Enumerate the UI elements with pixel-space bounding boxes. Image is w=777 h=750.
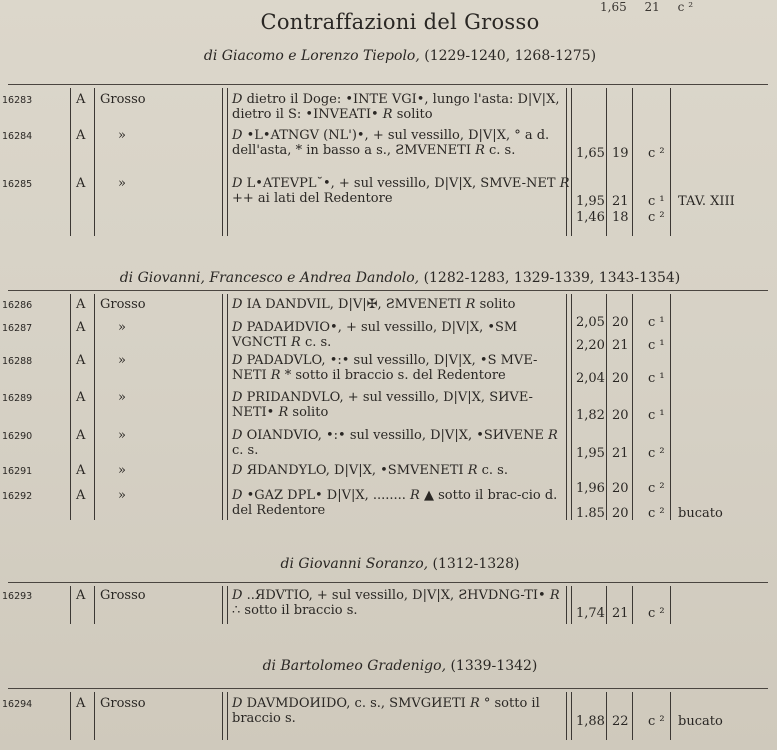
catalog-number: 16292 xyxy=(2,491,33,502)
denomination: » xyxy=(118,353,126,368)
weight: 1,74 xyxy=(576,606,605,621)
column-rule xyxy=(94,88,95,236)
catalog-number: 16288 xyxy=(2,356,33,367)
catalog-number: 16294 xyxy=(2,699,33,710)
grade: c ¹ xyxy=(648,194,665,209)
ruler-dates: (1282-1283, 1329-1339, 1343-1354) xyxy=(423,270,681,286)
grade: c ¹ xyxy=(648,371,665,386)
diameter: 22 xyxy=(612,714,629,729)
column-rule xyxy=(632,88,633,236)
ruler-dates: (1229-1240, 1268-1275) xyxy=(424,48,597,64)
double-column-rule xyxy=(222,294,228,520)
weight: 2,04 xyxy=(576,371,605,386)
denomination: » xyxy=(118,428,126,443)
coin-description: D IA DANDVIL, D|V|✠, ƧMVENETI R solito xyxy=(232,297,516,312)
section-top-rule xyxy=(8,84,768,85)
grade: c ¹ xyxy=(648,315,665,330)
section-top-rule xyxy=(8,290,768,291)
column-rule xyxy=(94,692,95,740)
denomination: » xyxy=(118,128,126,143)
coin-description: D PRIDANDVLO, + sul vessillo, D|V|X, SИVE-NETI• R solito xyxy=(232,390,533,420)
coin-description: D dietro il Doge: •INTE VGI•, lungo l'asta: D|V|X, dietro il S: •INVEATI• R solito xyxy=(232,92,560,122)
metal: A xyxy=(76,297,86,312)
column-rule xyxy=(606,692,607,740)
grade: c ² xyxy=(648,146,665,161)
grade: c ² xyxy=(648,210,665,225)
column-rule xyxy=(606,88,607,236)
catalog-number: 16284 xyxy=(2,131,33,142)
note: bucato xyxy=(678,714,723,729)
coin-description: D ЯDANDYLO, D|V|X, •SMVENETI R c. s. xyxy=(232,463,508,478)
denomination: » xyxy=(118,463,126,478)
denomination: » xyxy=(118,390,126,405)
coin-description: D PADAИDVIO•, + sul vessillo, D|V|X, •SM VGNCTI R c. s. xyxy=(232,320,518,350)
section-heading xyxy=(0,48,777,64)
column-rule xyxy=(70,88,71,236)
ruler-name: di Giacomo e Lorenzo Tiepolo, xyxy=(203,48,425,64)
coin-description: D •GAZ DPL• D|V|X, ........ R ▲ sotto il brac-cio d. del Redentore xyxy=(232,488,558,518)
metal: A xyxy=(76,176,86,191)
metal: A xyxy=(76,696,86,711)
weight: 1,95 xyxy=(576,194,605,209)
weight: 1,96 xyxy=(576,481,605,496)
denomination: Grosso xyxy=(100,588,146,603)
column-rule xyxy=(670,294,671,520)
denomination: Grosso xyxy=(100,297,146,312)
fragment-weight: 1,65 xyxy=(600,0,627,14)
section-heading xyxy=(0,270,777,286)
coin-description: D L•ATEVPL˘•, + sul vessillo, D|V|X, SMVE-NET R ++ ai lati del Redentore xyxy=(232,176,570,206)
column-rule xyxy=(632,692,633,740)
section-heading xyxy=(0,658,777,674)
catalog-number: 16290 xyxy=(2,431,33,442)
metal: A xyxy=(76,390,86,405)
weight: 1.85 xyxy=(576,506,605,521)
denomination: » xyxy=(118,320,126,335)
coin-description: D DAVMDOИIDO, c. s., SMVGИETI R ° sotto il braccio s. xyxy=(232,696,540,726)
weight: 1,88 xyxy=(576,714,605,729)
metal: A xyxy=(76,428,86,443)
section-heading xyxy=(0,556,777,572)
column-rule xyxy=(70,294,71,520)
catalog-number: 16285 xyxy=(2,179,33,190)
grade: c ¹ xyxy=(648,408,665,423)
column-rule xyxy=(670,586,671,624)
double-column-rule xyxy=(222,692,228,740)
column-rule xyxy=(632,294,633,520)
weight: 2,05 xyxy=(576,315,605,330)
metal: A xyxy=(76,128,86,143)
metal: A xyxy=(76,463,86,478)
fragment-diameter: 21 xyxy=(644,0,660,14)
weight: 1,65 xyxy=(576,146,605,161)
column-rule xyxy=(94,586,95,624)
ruler-name: di Giovanni Soranzo, xyxy=(280,556,433,572)
diameter: 20 xyxy=(612,506,629,521)
coin-description: D •L•ATNGV (NL')•, + sul vessillo, D|V|X, ° a d. dell'asta, * in basso a s., ƧMVENETI R c. s. xyxy=(232,128,550,158)
double-column-rule xyxy=(222,586,228,624)
diameter: 21 xyxy=(612,338,629,353)
weight: 1,46 xyxy=(576,210,605,225)
note: TAV. XIII xyxy=(678,194,735,209)
column-rule xyxy=(70,692,71,740)
section-top-rule xyxy=(8,688,768,689)
catalog-number: 16286 xyxy=(2,300,33,311)
diameter: 20 xyxy=(612,371,629,386)
grade: c ² xyxy=(648,506,665,521)
metal: A xyxy=(76,353,86,368)
note: bucato xyxy=(678,506,723,521)
grade: c ² xyxy=(648,446,665,461)
grade: c ¹ xyxy=(648,338,665,353)
catalog-number: 16291 xyxy=(2,466,33,477)
column-rule xyxy=(670,692,671,740)
metal: A xyxy=(76,488,86,503)
column-rule xyxy=(606,294,607,520)
column-rule xyxy=(670,88,671,236)
diameter: 19 xyxy=(612,146,629,161)
diameter: 20 xyxy=(612,315,629,330)
coin-description: D ..ЯDVTIO, + sul vessillo, D|V|X, ƧHVDNG-TI• R ∴ sotto il braccio s. xyxy=(232,588,560,618)
catalog-number: 16287 xyxy=(2,323,33,334)
diameter: 21 xyxy=(612,606,629,621)
diameter: 20 xyxy=(612,408,629,423)
double-column-rule xyxy=(222,88,228,236)
denomination: Grosso xyxy=(100,696,146,711)
coin-description: D PADADVLO, •:• sul vessillo, D|V|X, •S MVE-NETI R * sotto il braccio s. del Redentore xyxy=(232,353,538,383)
metal: A xyxy=(76,92,86,107)
grade: c ² xyxy=(648,606,665,621)
ruler-dates: (1339-1342) xyxy=(450,658,538,674)
metal: A xyxy=(76,588,86,603)
diameter: 20 xyxy=(612,481,629,496)
column-rule xyxy=(632,586,633,624)
ruler-name: di Giovanni, Francesco e Andrea Dandolo, xyxy=(119,270,424,286)
grade: c ² xyxy=(648,714,665,729)
denomination: » xyxy=(118,176,126,191)
diameter: 21 xyxy=(612,446,629,461)
diameter: 21 xyxy=(612,194,629,209)
coin-description: D OIANDVIO, •:• sul vessillo, D|V|X, •SИVENE R c. s. xyxy=(232,428,558,458)
diameter: 18 xyxy=(612,210,629,225)
column-rule xyxy=(70,586,71,624)
catalog-number: 16293 xyxy=(2,591,33,602)
denomination: » xyxy=(118,488,126,503)
ruler-name: di Bartolomeo Gradenigo, xyxy=(262,658,451,674)
weight: 1,82 xyxy=(576,408,605,423)
weight: 2,20 xyxy=(576,338,605,353)
catalog-number: 16289 xyxy=(2,393,33,404)
weight: 1,95 xyxy=(576,446,605,461)
column-rule xyxy=(94,294,95,520)
denomination: Grosso xyxy=(100,92,146,107)
grade: c ² xyxy=(648,481,665,496)
catalog-number: 16283 xyxy=(2,95,33,106)
ruler-dates: (1312-1328) xyxy=(432,556,520,572)
section-top-rule xyxy=(8,582,768,583)
column-rule xyxy=(606,586,607,624)
metal: A xyxy=(76,320,86,335)
fragment-grade: c ² xyxy=(677,0,694,14)
page-title: Contraffazioni del Grosso xyxy=(260,10,540,34)
